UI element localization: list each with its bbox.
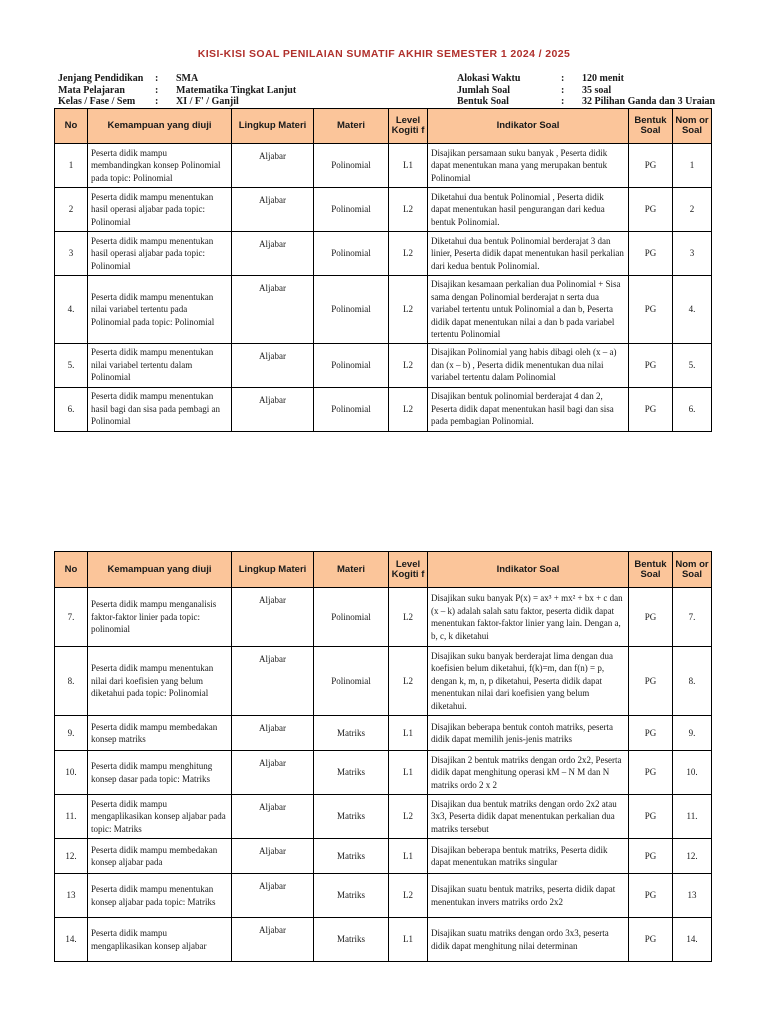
info-separator: : xyxy=(561,73,565,84)
header-indikator: Indikator Soal xyxy=(428,109,629,144)
info-label: Jumlah Soal xyxy=(457,84,511,96)
cell-indikator: Disajikan Polinomial yang habis dibagi oleh (x – a) dan (x – b) , Peserta didik menentukan dua nilai variabel tertentu dalam Polinomial xyxy=(428,343,629,387)
cell-no: 3 xyxy=(55,232,88,276)
cell-no: 8. xyxy=(55,647,88,716)
cell-no: 12. xyxy=(55,839,88,874)
table-row xyxy=(55,343,712,387)
cell-kemampuan: Peserta didik mampu menentukan hasil operasi aljabar pada topic: Polinomial xyxy=(88,232,232,276)
header-nomor-soal: Nom or Soal xyxy=(673,109,712,144)
cell-kemampuan: Peserta didik mampu menentukan konsep aljabar pada topic: Matriks xyxy=(88,874,232,918)
cell-no: 13 xyxy=(55,874,88,918)
cell-indikator: Disajikan beberapa bentuk matriks, Peserta didik dapat menentukan matriks singular xyxy=(428,839,629,874)
table-row xyxy=(55,795,712,839)
cell-materi: Matriks xyxy=(314,918,389,962)
cell-level: L2 xyxy=(389,276,428,344)
cell-kemampuan: Peserta didik mampu menentukan nilai variabel tertentu pada Polinomial pada topic: Polinomial xyxy=(88,276,232,344)
cell-nomor-soal: 12. xyxy=(673,839,712,874)
cell-level: L2 xyxy=(389,387,428,431)
cell-materi: Polinomial xyxy=(314,188,389,232)
header-materi: Materi xyxy=(314,552,389,588)
header-nomor-soal: Nom or Soal xyxy=(673,552,712,588)
cell-indikator: Diketahui dua bentuk Polinomial berderajat 3 dan linier, Peserta didik dapat menentukan hasil perkalian dari kedua bentuk Polinomial. xyxy=(428,232,629,276)
header-no: No xyxy=(55,109,88,144)
table-row xyxy=(55,918,712,962)
cell-no: 9. xyxy=(55,716,88,751)
cell-materi: Polinomial xyxy=(314,276,389,344)
cell-indikator: Diketahui dua bentuk Polinomial , Peserta didik dapat menentukan hasil pengurangan dari kedua bentuk Polinomial. xyxy=(428,188,629,232)
info-separator: : xyxy=(155,73,159,84)
table-row xyxy=(55,387,712,431)
info-left-block xyxy=(58,73,296,108)
table-row xyxy=(55,276,712,344)
cell-no: 4. xyxy=(55,276,88,344)
cell-nomor-soal: 9. xyxy=(673,716,712,751)
cell-nomor-soal: 2 xyxy=(673,188,712,232)
cell-level: L1 xyxy=(389,839,428,874)
cell-bentuk-soal: PG xyxy=(629,839,673,874)
info-label: Kelas / Fase / Sem xyxy=(58,96,136,107)
table-row xyxy=(55,751,712,795)
cell-kemampuan: Peserta didik mampu menentukan nilai variabel tertentu dalam Polinomial xyxy=(88,343,232,387)
kisi-table-1 xyxy=(54,108,712,432)
cell-lingkup-materi: Aljabar xyxy=(232,188,314,232)
cell-materi: Polinomial xyxy=(314,588,389,647)
table-row xyxy=(55,839,712,874)
cell-level: L2 xyxy=(389,343,428,387)
cell-level: L1 xyxy=(389,918,428,962)
cell-materi: Matriks xyxy=(314,716,389,751)
cell-lingkup-materi: Aljabar xyxy=(232,647,314,716)
cell-no: 14. xyxy=(55,918,88,962)
cell-kemampuan: Peserta didik mampu menganalisis faktor-faktor linier pada topic: polinomial xyxy=(88,588,232,647)
cell-lingkup-materi: Aljabar xyxy=(232,795,314,839)
cell-lingkup-materi: Aljabar xyxy=(232,144,314,188)
cell-lingkup-materi: Aljabar xyxy=(232,276,314,344)
header-level-kognitif: Level Kogiti f xyxy=(389,109,428,144)
header-bentuk-soal: Bentuk Soal xyxy=(629,109,673,144)
info-value: XI / F' / Ganjil xyxy=(176,96,239,107)
cell-indikator: Disajikan persamaan suku banyak , Peserta didik dapat menentukan mana yang merupakan bentuk Polinomial xyxy=(428,144,629,188)
cell-indikator: Disajikan 2 bentuk matriks dengan ordo 2x2, Peserta didik dapat menghitung operasi kM – N M dan N matriks ordo 2 x 2 xyxy=(428,751,629,795)
info-row xyxy=(457,73,715,85)
cell-kemampuan: Peserta didik mampu mengaplikasikan konsep aljabar xyxy=(88,918,232,962)
table-row xyxy=(55,232,712,276)
cell-bentuk-soal: PG xyxy=(629,343,673,387)
cell-bentuk-soal: PG xyxy=(629,588,673,647)
cell-kemampuan: Peserta didik mampu mengaplikasikan konsep aljabar pada topic: Matriks xyxy=(88,795,232,839)
cell-bentuk-soal: PG xyxy=(629,751,673,795)
header-lingkup-materi: Lingkup Materi xyxy=(232,109,314,144)
cell-level: L2 xyxy=(389,795,428,839)
table-row xyxy=(55,647,712,716)
table-row xyxy=(55,144,712,188)
cell-level: L1 xyxy=(389,751,428,795)
cell-nomor-soal: 1 xyxy=(673,144,712,188)
table-row xyxy=(55,874,712,918)
cell-bentuk-soal: PG xyxy=(629,232,673,276)
cell-nomor-soal: 11. xyxy=(673,795,712,839)
cell-bentuk-soal: PG xyxy=(629,647,673,716)
info-row xyxy=(457,96,715,108)
cell-materi: Matriks xyxy=(314,874,389,918)
info-right-block xyxy=(457,73,715,108)
info-value: SMA xyxy=(176,73,199,84)
cell-kemampuan: Peserta didik mampu membedakan konsep matriks xyxy=(88,716,232,751)
cell-lingkup-materi: Aljabar xyxy=(232,918,314,962)
cell-lingkup-materi: Aljabar xyxy=(232,751,314,795)
cell-nomor-soal: 5. xyxy=(673,343,712,387)
header-no: No xyxy=(55,552,88,588)
cell-nomor-soal: 3 xyxy=(673,232,712,276)
kisi-table-2 xyxy=(54,551,712,962)
cell-level: L2 xyxy=(389,188,428,232)
cell-nomor-soal: 13 xyxy=(673,874,712,918)
info-row xyxy=(58,96,296,108)
cell-kemampuan: Peserta didik mampu membandingkan konsep Polinomial pada topic: Polinomial xyxy=(88,144,232,188)
cell-nomor-soal: 7. xyxy=(673,588,712,647)
cell-kemampuan: Peserta didik mampu menentukan hasil operasi aljabar pada topic: Polinomial xyxy=(88,188,232,232)
header-kemampuan: Kemampuan yang diuji xyxy=(88,109,232,144)
cell-no: 6. xyxy=(55,387,88,431)
cell-level: L2 xyxy=(389,232,428,276)
cell-nomor-soal: 14. xyxy=(673,918,712,962)
cell-kemampuan: Peserta didik mampu menghitung konsep dasar pada topic: Matriks xyxy=(88,751,232,795)
info-row xyxy=(58,73,296,85)
cell-no: 2 xyxy=(55,188,88,232)
table-1-body xyxy=(55,144,712,432)
header-materi: Materi xyxy=(314,109,389,144)
cell-no: 1 xyxy=(55,144,88,188)
cell-indikator: Disajikan beberapa bentuk contoh matriks, peserta didik dapat memilih jenis-jenis matriks xyxy=(428,716,629,751)
cell-bentuk-soal: PG xyxy=(629,144,673,188)
info-separator: : xyxy=(561,96,565,107)
header-bentuk-soal: Bentuk Soal xyxy=(629,552,673,588)
cell-bentuk-soal: PG xyxy=(629,188,673,232)
cell-lingkup-materi: Aljabar xyxy=(232,387,314,431)
table-row xyxy=(55,716,712,751)
cell-indikator: Disajikan suatu bentuk matriks, peserta didik dapat menentukan invers matriks ordo 2x2 xyxy=(428,874,629,918)
cell-lingkup-materi: Aljabar xyxy=(232,716,314,751)
cell-bentuk-soal: PG xyxy=(629,276,673,344)
info-row xyxy=(58,85,296,97)
cell-indikator: Disajikan bentuk polinomial berderajat 4 dan 2, Peserta didik dapat menentukan hasil bagi dan sisa pada pembagian Polinomial. xyxy=(428,387,629,431)
cell-lingkup-materi: Aljabar xyxy=(232,839,314,874)
cell-kemampuan: Peserta didik mampu membedakan konsep aljabar pada xyxy=(88,839,232,874)
cell-kemampuan: Peserta didik mampu menentukan nilai dari koefisien yang belum diketahui pada topic: Polinomial xyxy=(88,647,232,716)
cell-materi: Polinomial xyxy=(314,387,389,431)
cell-indikator: Disajikan kesamaan perkalian dua Polinomial + Sisa sama dengan Polinomial berderajat n serta dua variabel tertentu untuk Polinomial a dan b, Peserta didik dapat menentukan nilai a dan b pada variabel tertentu Polinomial xyxy=(428,276,629,344)
cell-materi: Matriks xyxy=(314,751,389,795)
cell-bentuk-soal: PG xyxy=(629,795,673,839)
info-separator: : xyxy=(155,84,159,96)
header-indikator: Indikator Soal xyxy=(428,552,629,588)
cell-bentuk-soal: PG xyxy=(629,716,673,751)
cell-materi: Polinomial xyxy=(314,232,389,276)
info-value: 32 Pilihan Ganda dan 3 Uraian xyxy=(582,96,716,107)
header-kemampuan: Kemampuan yang diuji xyxy=(88,552,232,588)
cell-lingkup-materi: Aljabar xyxy=(232,343,314,387)
table-header-row xyxy=(55,109,712,144)
cell-nomor-soal: 6. xyxy=(673,387,712,431)
cell-kemampuan: Peserta didik mampu menentukan hasil bagi dan sisa pada pembagi an Polinomial xyxy=(88,387,232,431)
cell-no: 10. xyxy=(55,751,88,795)
cell-nomor-soal: 10. xyxy=(673,751,712,795)
cell-no: 7. xyxy=(55,588,88,647)
info-label: Jenjang Pendidikan xyxy=(58,73,144,84)
info-separator: : xyxy=(155,96,159,107)
cell-level: L1 xyxy=(389,716,428,751)
cell-level: L2 xyxy=(389,874,428,918)
header-level-kognitif: Level Kogiti f xyxy=(389,552,428,588)
cell-bentuk-soal: PG xyxy=(629,387,673,431)
cell-indikator: Disajikan suku banyak berderajat lima dengan dua koefisien belum diketahui, f(k)=m, dan f(n) = p, dengan k, m, n, p diketahui, Peserta didik dapat menentukan nilai dari koefisien yang belum diketahui. xyxy=(428,647,629,716)
cell-no: 11. xyxy=(55,795,88,839)
cell-lingkup-materi: Aljabar xyxy=(232,588,314,647)
table-row xyxy=(55,188,712,232)
cell-indikator: Disajikan dua bentuk matriks dengan ordo 2x2 atau 3x3, Peserta didik dapat menentukan perkalian dua matriks tersebut xyxy=(428,795,629,839)
cell-level: L2 xyxy=(389,588,428,647)
document-title: KISI-KISI SOAL PENILAIAN SUMATIF AKHIR SEMESTER 1 2024 / 2025 xyxy=(197,48,571,60)
table-row xyxy=(55,588,712,647)
header-lingkup-materi: Lingkup Materi xyxy=(232,552,314,588)
cell-indikator: Disajikan suku banyak P(x) = ax³ + mx² + bx + c dan (x – k) adalah salah satu faktor, peserta didik dapat menentukan faktor-faktor linier yang lain. Dengan a, b, c, k diketahui xyxy=(428,588,629,647)
cell-materi: Matriks xyxy=(314,839,389,874)
cell-materi: Polinomial xyxy=(314,343,389,387)
cell-level: L1 xyxy=(389,144,428,188)
info-separator: : xyxy=(561,84,565,96)
cell-level: L2 xyxy=(389,647,428,716)
cell-bentuk-soal: PG xyxy=(629,874,673,918)
cell-indikator: Disajikan suatu matriks dengan ordo 3x3, peserta didik dapat menghitung nilai determinan xyxy=(428,918,629,962)
info-value: 120 menit xyxy=(582,73,624,84)
cell-bentuk-soal: PG xyxy=(629,918,673,962)
info-value: 35 soal xyxy=(582,84,612,96)
info-value: Matematika Tingkat Lanjut xyxy=(176,84,297,96)
cell-lingkup-materi: Aljabar xyxy=(232,232,314,276)
info-label: Alokasi Waktu xyxy=(457,73,521,84)
cell-lingkup-materi: Aljabar xyxy=(232,874,314,918)
info-row xyxy=(457,85,715,97)
table-2-body xyxy=(55,588,712,962)
cell-materi: Polinomial xyxy=(314,647,389,716)
cell-nomor-soal: 4. xyxy=(673,276,712,344)
cell-materi: Matriks xyxy=(314,795,389,839)
table-header-row xyxy=(55,552,712,588)
cell-materi: Polinomial xyxy=(314,144,389,188)
cell-no: 5. xyxy=(55,343,88,387)
cell-nomor-soal: 8. xyxy=(673,647,712,716)
info-label: Bentuk Soal xyxy=(457,96,509,107)
info-label: Mata Pelajaran xyxy=(58,84,125,96)
